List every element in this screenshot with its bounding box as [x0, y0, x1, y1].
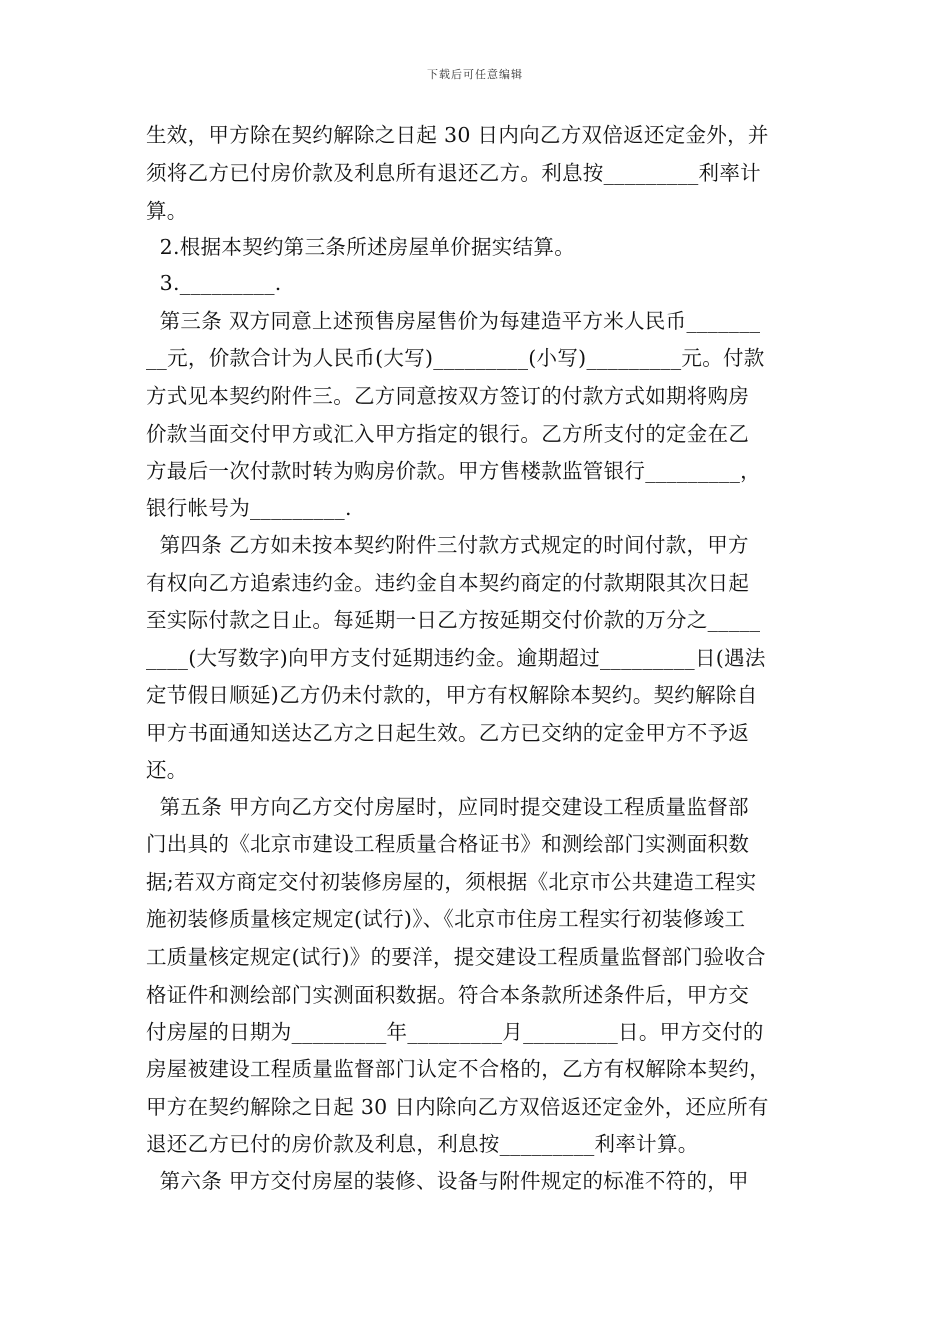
- text-line: 还。: [146, 758, 188, 782]
- text-line: 定节假日顺延)乙方仍未付款的，甲方有权解除本契约。契约解除自: [146, 683, 758, 707]
- text-line: 算。: [146, 199, 188, 223]
- text-line: 须将乙方已付房价款及利息所有退还乙方。利息按_________利率计: [146, 161, 761, 185]
- text-line: 施初装修质量核定规定(试行)》、《北京市住房工程实行初装修竣工: [146, 907, 746, 931]
- text-line: 第四条 乙方如未按本契约附件三付款方式规定的时间付款，甲方: [146, 533, 749, 557]
- text-line: 退还乙方已付的房价款及利息，利息按_________利率计算。: [146, 1132, 699, 1156]
- text-line: 第五条 甲方向乙方交付房屋时，应同时提交建设工程质量监督部: [146, 795, 749, 819]
- text-line: 生效，甲方除在契约解除之日起 30 日内向乙方双倍返还定金外，并: [146, 123, 769, 147]
- text-line: 门出具的《北京市建设工程质量合格证书》和测绘部门实测面积数: [146, 832, 750, 856]
- text-line: 格证件和测绘部门实测面积数据。符合本条款所述条件后，甲方交: [146, 983, 750, 1007]
- text-line: 有权向乙方追索违约金。违约金自本契约商定的付款期限其次日起: [146, 571, 750, 595]
- text-line: 3._________.: [146, 271, 282, 295]
- text-line: 价款当面交付甲方或汇入甲方指定的银行。乙方所支付的定金在乙: [146, 422, 750, 446]
- text-line: 方最后一次付款时转为购房价款。甲方售楼款监管银行_________，: [146, 459, 761, 483]
- text-line: 工质量核定规定(试行)》的要洋，提交建设工程质量监督部门验收合: [146, 945, 766, 969]
- text-line: 房屋被建设工程质量监督部门认定不合格的，乙方有权解除本契约，: [146, 1057, 770, 1081]
- text-line: 至实际付款之日止。每延期一日乙方按延期交付价款的万分之_____: [146, 608, 761, 632]
- text-line: 甲方在契约解除之日起 30 日内除向乙方双倍返还定金外，还应所有: [146, 1095, 769, 1119]
- text-line: 第三条 双方同意上述预售房屋售价为每建造平方米人民币_______: [146, 309, 761, 333]
- text-line: 方式见本契约附件三。乙方同意按双方签订的付款方式如期将购房: [146, 384, 750, 408]
- text-line: 甲方书面通知送达乙方之日起生效。乙方已交纳的定金甲方不予返: [146, 721, 750, 745]
- text-line: ____(大写数字)向甲方支付延期违约金。逾期超过_________日(遇法: [146, 646, 766, 670]
- page-header: 下载后可任意编辑: [427, 68, 523, 81]
- text-line: 第六条 甲方交付房屋的装修、设备与附件规定的标准不符的，甲: [146, 1169, 749, 1193]
- text-line: __元，价款合计为人民币(大写)_________(小写)_________元。付款: [146, 346, 765, 370]
- text-line: 银行帐号为_________.: [146, 496, 352, 520]
- text-line: 2.根据本契约第三条所述房屋单价据实结算。: [146, 235, 575, 259]
- text-line: 据;若双方商定交付初装修房屋的，须根据《北京市公共建造工程实: [146, 870, 757, 894]
- text-line: 付房屋的日期为_________年_________月_________日。甲方交付的: [146, 1020, 764, 1044]
